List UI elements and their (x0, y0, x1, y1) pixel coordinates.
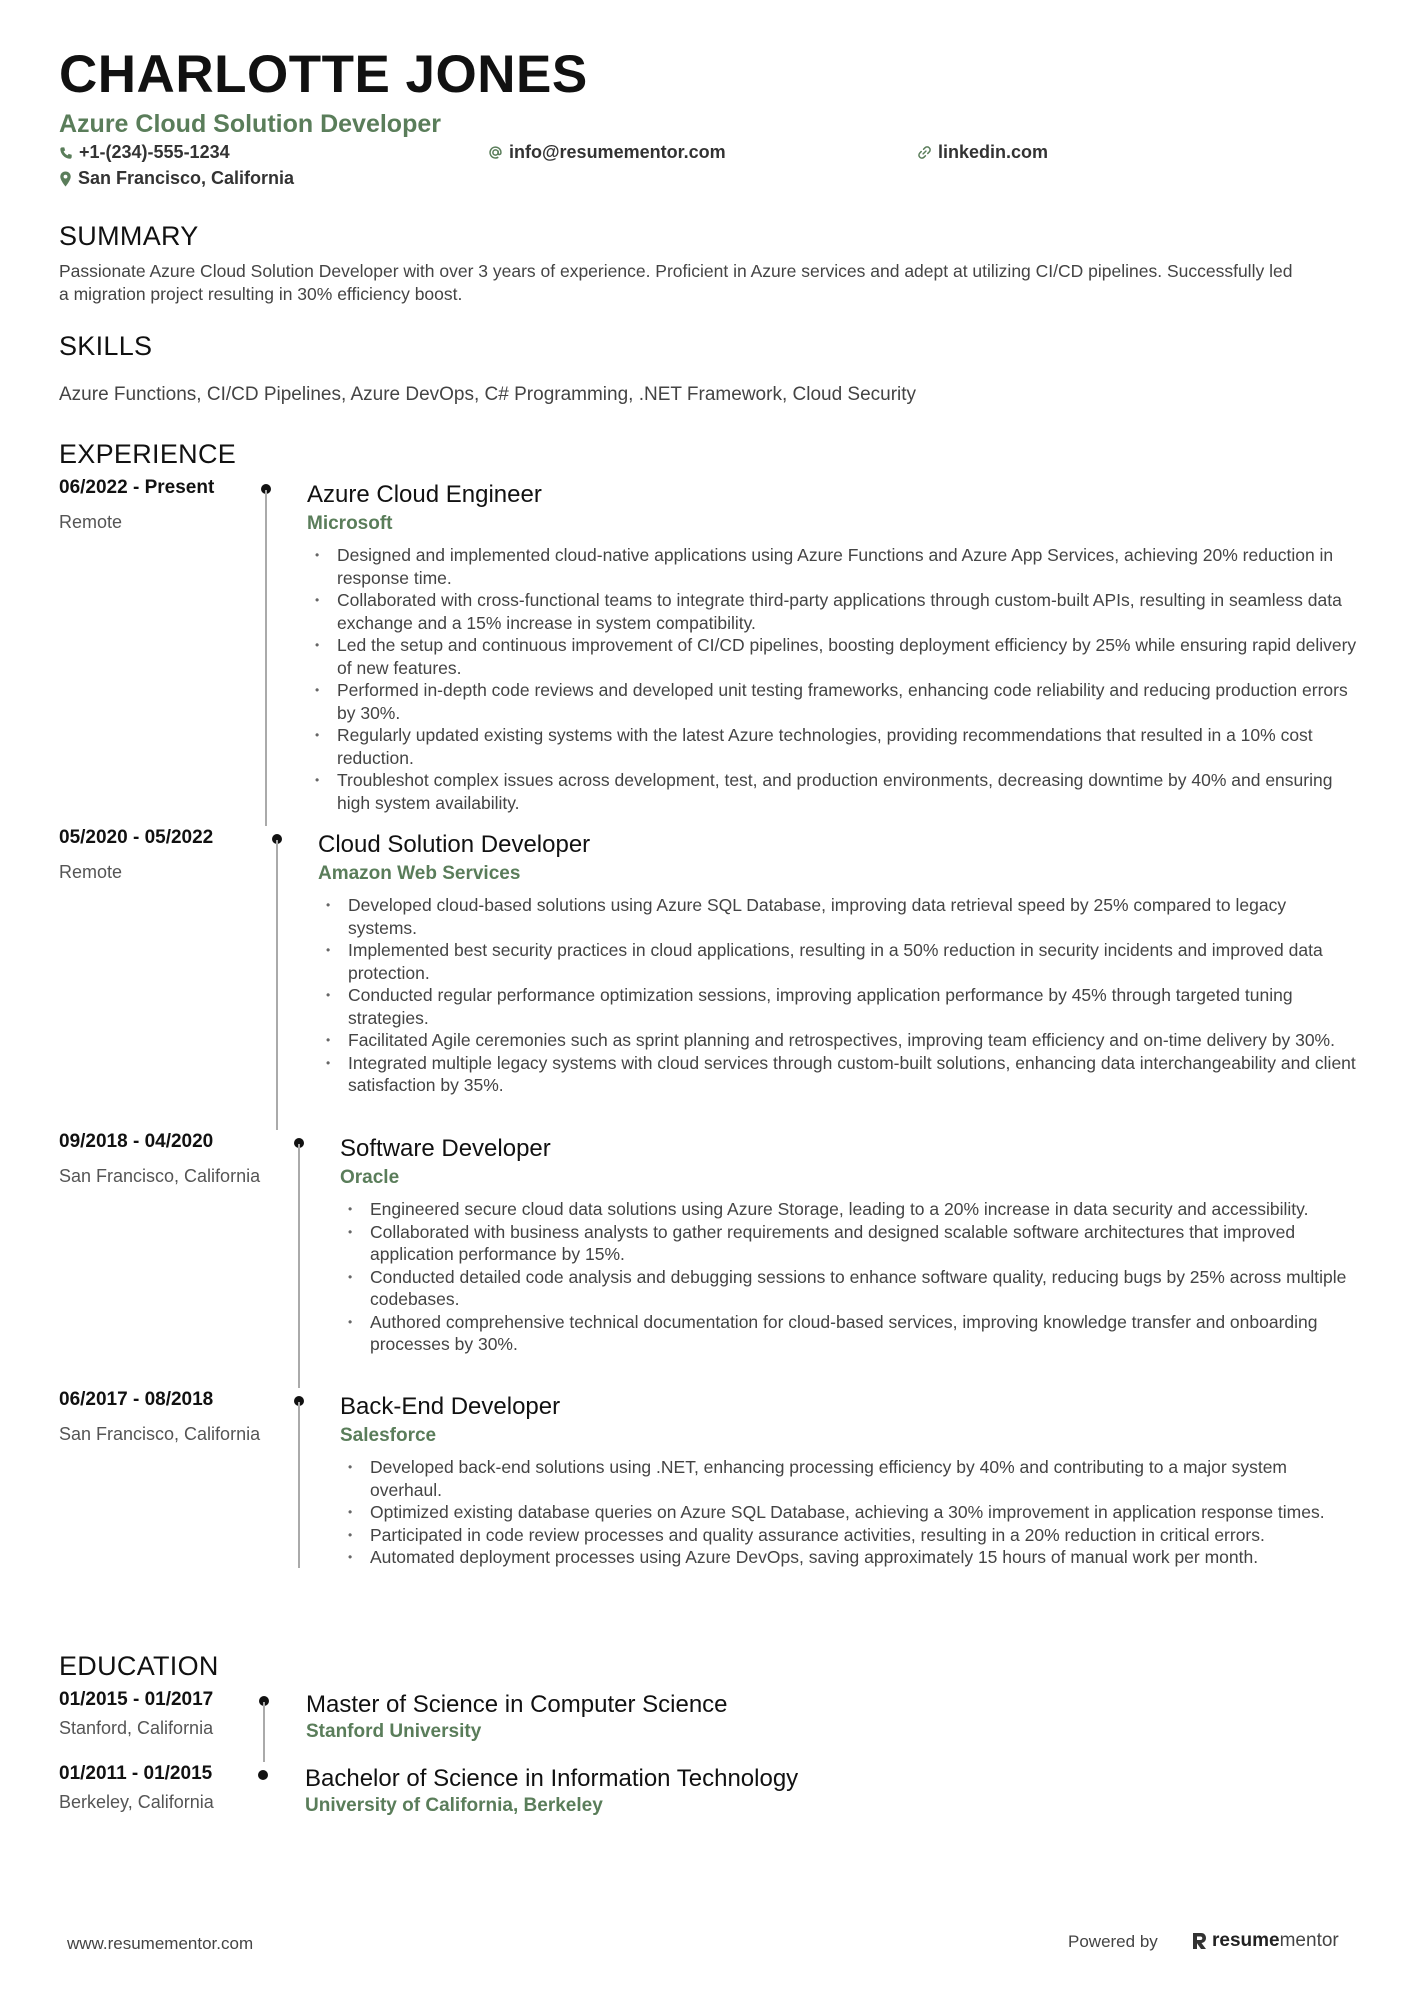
job-company: Amazon Web Services (318, 863, 521, 884)
job-title: Back-End Developer (340, 1393, 561, 1420)
job-company: Microsoft (307, 513, 393, 534)
experience-heading: EXPERIENCE (59, 439, 237, 469)
job-details (340, 1392, 1359, 1569)
location-pin-icon (59, 171, 72, 187)
contact-phone[interactable] (59, 142, 230, 163)
timeline-dot (258, 1770, 268, 1780)
education-details (305, 1764, 1359, 1818)
education-details (306, 1690, 1359, 1744)
job-bullet: • Authored comprehensive technical documentation for cloud-based services, improving knowledge transfer and onboarding processes by 30%. (340, 1311, 1359, 1356)
job-entry (59, 826, 1359, 1130)
footer-brand-logo[interactable] (1190, 1930, 1339, 1952)
skills-text: Azure Functions, CI/CD Pipelines, Azure DevOps, C# Programming, .NET Framework, Cloud Security (59, 384, 917, 405)
job-bullet: • Regularly updated existing systems with the latest Azure technologies, providing recommendations that resulted in a 10% cost reduction. (307, 724, 1359, 769)
education-location: Berkeley, California (59, 1792, 214, 1812)
job-bullet: • Developed back-end solutions using .NET, enhancing processing efficiency by 40% and contributing to a major system overhaul. (340, 1456, 1359, 1501)
job-entry (59, 476, 1359, 826)
summary-heading: SUMMARY (59, 221, 199, 251)
job-title: Cloud Solution Developer (318, 831, 591, 858)
job-bullet: • Collaborated with cross-functional teams to integrate third-party applications through custom-built APIs, resulting in seamless data exchange and a 15% increase in system compatibility. (307, 589, 1359, 634)
job-dates: 06/2017 - 08/2018 (59, 1389, 214, 1410)
skills-section (59, 328, 1359, 406)
education-dates: 01/2015 - 01/2017 (59, 1689, 214, 1710)
linkedin-text: linkedin.com (938, 142, 1049, 162)
job-bullet: • Participated in code review processes and quality assurance activities, resulting in a 20% reduction in critical errors. (340, 1524, 1359, 1547)
job-company: Oracle (340, 1167, 400, 1188)
footer (0, 1930, 1410, 1960)
job-bullets (307, 544, 1359, 814)
job-details (307, 480, 1359, 814)
contact-location (59, 168, 294, 189)
job-meta (59, 476, 289, 533)
job-bullets (340, 1456, 1359, 1569)
contact-info (59, 142, 1359, 196)
summary-text: Passionate Azure Cloud Solution Developer with over 3 years of experience. Proficient in Azure services and adept at utilizing CI/CD pipelines. Successfully led a migration project resulting in 30% efficiency boost. (59, 261, 1293, 304)
contact-email[interactable] (488, 142, 726, 163)
education-degree: Bachelor of Science in Information Technology (305, 1765, 799, 1792)
job-title: Software Developer (340, 1135, 551, 1162)
timeline-line (298, 1144, 300, 1388)
timeline-line (276, 840, 278, 1130)
job-bullet: • Optimized existing database queries on Azure SQL Database, achieving a 30% improvement in application response times. (340, 1501, 1359, 1524)
job-bullet: • Led the setup and continuous improvement of CI/CD pipelines, boosting deployment efficiency by 25% while ensuring rapid delivery of new features. (307, 634, 1359, 679)
candidate-name: CHARLOTTE JONES (59, 45, 588, 104)
job-title: Azure Cloud Engineer (307, 481, 542, 508)
education-degree: Master of Science in Computer Science (306, 1691, 728, 1718)
skills-heading: SKILLS (59, 331, 153, 361)
education-entry (59, 1688, 1359, 1762)
job-bullet: • Collaborated with business analysts to gather requirements and designed scalable software architectures that improved application performance by 15%. (340, 1221, 1359, 1266)
timeline-line (298, 1402, 300, 1568)
job-bullet: • Integrated multiple legacy systems with cloud services through custom-built solutions, enhancing data interchangeability and client satisfaction by 35%. (318, 1052, 1359, 1097)
candidate-title: Azure Cloud Solution Developer (59, 110, 441, 138)
job-entry (59, 1130, 1359, 1388)
job-bullet: • Performed in-depth code reviews and developed unit testing frameworks, enhancing code reliability and reducing production errors by 30%. (307, 679, 1359, 724)
phone-text: +1-(234)-555-1234 (79, 142, 230, 162)
job-dates: 05/2020 - 05/2022 (59, 827, 214, 848)
job-bullet: • Conducted detailed code analysis and debugging sessions to enhance software quality, reducing bugs by 25% across multiple codebases. (340, 1266, 1359, 1311)
job-details (340, 1134, 1359, 1356)
education-school: Stanford University (306, 1721, 482, 1742)
education-school: University of California, Berkeley (305, 1795, 603, 1816)
job-dates: 06/2022 - Present (59, 477, 215, 498)
timeline-line (263, 1702, 265, 1762)
education-heading: EDUCATION (59, 1651, 219, 1681)
job-entry (59, 1388, 1359, 1622)
footer-website-link[interactable]: www.resumementor.com (67, 1934, 254, 1953)
footer-powered-by: Powered by (1068, 1932, 1158, 1951)
job-bullet: • Troubleshot complex issues across development, test, and production environments, decreasing downtime by 40% and ensuring high system availability. (307, 769, 1359, 814)
job-location: San Francisco, California (59, 1424, 261, 1444)
job-bullet: • Engineered secure cloud data solutions using Azure Storage, leading to a 20% increase in data security and accessibility. (340, 1198, 1359, 1221)
education-meta (59, 1688, 289, 1739)
job-bullet: • Automated deployment processes using Azure DevOps, saving approximately 15 hours of manual work per month. (340, 1546, 1359, 1569)
job-bullet: • Developed cloud-based solutions using Azure SQL Database, improving data retrieval speed by 25% compared to legacy systems. (318, 894, 1359, 939)
phone-icon (59, 146, 73, 160)
job-meta (59, 826, 289, 883)
education-location: Stanford, California (59, 1718, 214, 1738)
job-bullet: • Conducted regular performance optimization sessions, improving application performance by 45% through targeted tuning strategies. (318, 984, 1359, 1029)
job-details (318, 830, 1359, 1097)
job-meta (59, 1388, 289, 1445)
location-text: San Francisco, California (78, 168, 295, 188)
job-location: Remote (59, 512, 123, 532)
resume-page (59, 40, 1359, 1836)
job-location: San Francisco, California (59, 1166, 261, 1186)
summary-section (59, 218, 1359, 306)
experience-section (59, 436, 1359, 1622)
job-company: Salesforce (340, 1425, 437, 1446)
link-icon (917, 145, 932, 160)
job-bullet: • Designed and implemented cloud-native applications using Azure Functions and Azure App Services, achieving 20% reduction in response time. (307, 544, 1359, 589)
resumementor-logo-icon (1190, 1931, 1208, 1951)
education-dates: 01/2011 - 01/2015 (59, 1763, 213, 1784)
brand-name-bold: resume (1212, 1930, 1280, 1951)
email-text: info@resumementor.com (509, 142, 726, 162)
brand-name-light: mentor (1279, 1930, 1339, 1951)
contact-linkedin[interactable] (917, 142, 1048, 163)
timeline-line (265, 490, 267, 826)
education-entry (59, 1762, 1359, 1836)
job-bullets (340, 1198, 1359, 1356)
at-icon (488, 145, 503, 160)
job-meta (59, 1130, 289, 1187)
education-section (59, 1648, 1359, 1836)
job-location: Remote (59, 862, 123, 882)
job-bullets (318, 894, 1359, 1097)
job-dates: 09/2018 - 04/2020 (59, 1131, 214, 1152)
job-bullet: • Facilitated Agile ceremonies such as sprint planning and retrospectives, improving team efficiency and on-time delivery by 30%. (318, 1029, 1359, 1052)
job-bullet: • Implemented best security practices in cloud applications, resulting in a 50% reduction in security incidents and improved data protection. (318, 939, 1359, 984)
education-meta (59, 1762, 289, 1813)
